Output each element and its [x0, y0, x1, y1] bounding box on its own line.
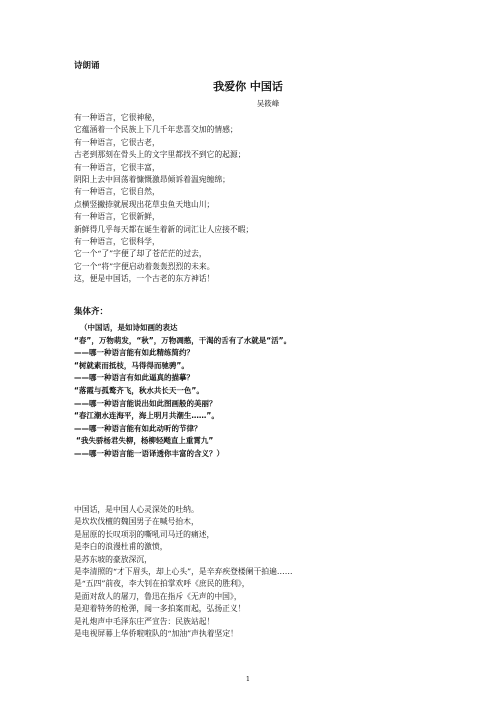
chorus-line: “春江潮水连海平，海上明月共潮生……”。 [74, 411, 219, 421]
poem-line: 有一种语言，它很神秘， [74, 113, 160, 122]
chorus-line: ——哪一种语言能一语译透你丰富的含义？） [74, 448, 224, 458]
poem-line: 它一个“将”字便启动着轰轰烈烈的未来。 [74, 261, 215, 271]
chorus-body [74, 322, 434, 461]
poem-line: 这，便是中国话，一个古老的东方神话！ [74, 274, 215, 284]
closing-line: 是李白的浪漫杜甫的激愤， [74, 542, 168, 552]
chorus-line: “落霞与孤鹜齐飞，秋水共长天一色”。 [74, 385, 204, 395]
poem-body [74, 112, 434, 286]
closing-body [74, 504, 434, 640]
closing-line: 是电视屏幕上华侨啦啦队的“加油”声执着坚定！ [74, 629, 238, 639]
poem-line: 有一种语言，它很丰富， [74, 162, 160, 172]
poem-line: 新鲜得几乎每天都在诞生着新的词汇让人应接不暇； [74, 224, 254, 234]
closing-line: 是屈原的长叹项羽的嘶吼司马迁的痛述， [74, 529, 215, 539]
page-number: 1 [245, 675, 251, 683]
chorus-line: “树就素而抵枝，马得得而驰骋”。 [74, 360, 189, 370]
closing-line: 是礼炮声中毛泽东庄严宣告：民族站起！ [74, 616, 215, 626]
closing-line: 是“五四”前夜，李大钊在拍掌欢呼《庶民的胜利》， [74, 579, 250, 589]
chorus-line: ——哪一种语言能有如此动听的节律？ [74, 423, 202, 433]
chorus-line: “我失骄杨君失柳，杨柳轻飏直上重霄九” [76, 436, 214, 446]
poem-line: 点横竖撇捺就展现出花草虫鱼天地山川； [74, 199, 215, 209]
poem-line: 阴阳上去中回荡着慷慨激昂倾诉着温宛缠绵； [74, 175, 230, 185]
closing-line: 是面对敌人的屠刀，鲁迅在指斥《无声的中国》， [74, 591, 242, 601]
poem-line: 有一种语言，它很古老， [74, 137, 160, 147]
closing-line: 是迎着特务的枪弹，闻一多拍案而起，弘扬正义！ [74, 604, 246, 614]
chorus-line: ——哪一种语言能说出如此图画般的美丽？ [74, 398, 217, 408]
closing-line: 是坎坎伐檀的魏国男子在喊号抬木， [74, 517, 199, 527]
poem-title: 我爱你 中国话 [213, 80, 283, 93]
poem-line: 有一种语言，它很自然， [74, 187, 160, 197]
closing-line: 是苏东坡的豪放深沉， [74, 554, 152, 564]
poem-line: 有一种语言，它很新鲜， [74, 212, 160, 222]
section-label: 诗朗诵 [74, 61, 100, 71]
poem-line: 它蕴涵着一个民族上下几千年悲喜交加的情感； [74, 125, 238, 135]
poem-author: 吴筱峰 [256, 99, 280, 108]
poem-line: 有一种语言，它很科学， [74, 237, 160, 247]
chorus-heading: 集体齐： [74, 307, 109, 317]
poem-line: 它一个“了”字便了却了苍茫茫的过去， [74, 249, 207, 259]
chorus-line: （中国话，是如诗如画的表达 [80, 323, 178, 332]
chorus-line: “春”，万物萌发，“秋”，万物凋憨，干渴的舌有了水就是“活”。 [74, 335, 292, 345]
poem-line: 古老到那刻在骨头上的文字里都找不到它的起源； [74, 150, 246, 160]
closing-line: 是李清照的“才下眉头，却上心头”，是辛弃疾登楼阑干拍遍…… [74, 567, 293, 577]
chorus-line: ——哪一种语言有如此逼真的描摹？ [74, 373, 194, 383]
chorus-line: ——哪一种语言能有如此精练简约？ [74, 348, 194, 358]
closing-line: 中国话，是中国人心灵深处的吐纳。 [74, 505, 199, 514]
